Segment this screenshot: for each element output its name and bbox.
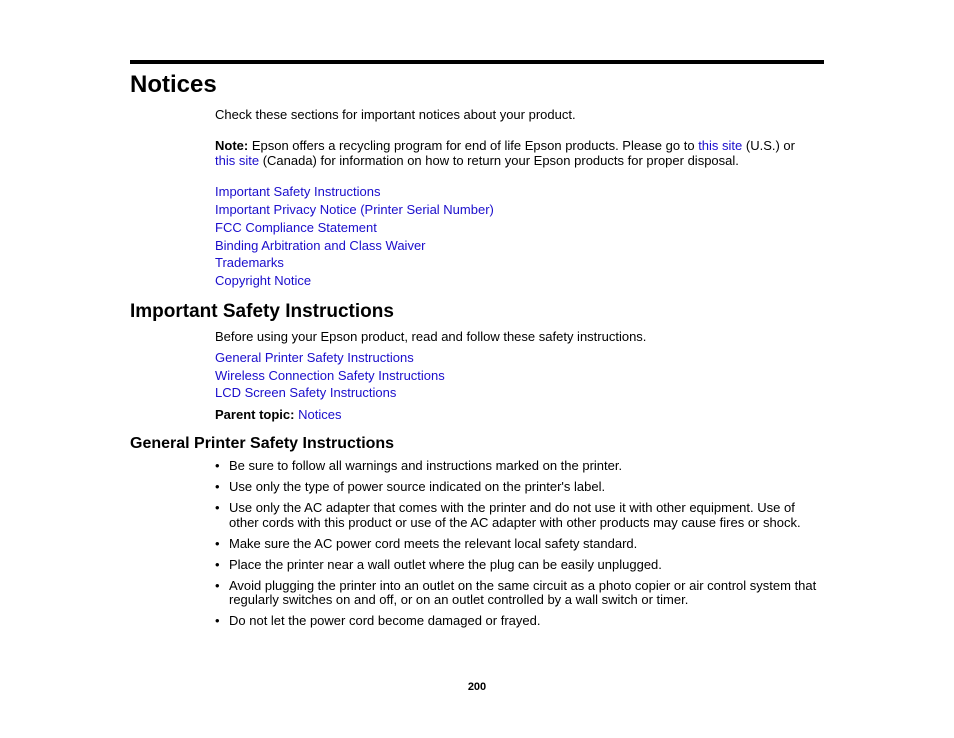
list-item-text: Do not let the power cord become damaged or frayed. [229, 613, 541, 628]
toc-link-safety[interactable]: Important Safety Instructions [215, 184, 381, 199]
list-item-text: Be sure to follow all warnings and instructions marked on the printer. [229, 458, 623, 473]
list-item-text: Use only the type of power source indicated on the printer's label. [229, 479, 606, 494]
note-line-1 [215, 138, 795, 153]
parent-topic-label: Parent topic: [215, 407, 295, 422]
bullet-glyph: • [215, 535, 220, 551]
top-rule [130, 60, 824, 64]
list-item-text: Avoid plugging the printer into an outlet on the same circuit as a photo copier or air control system that regularly switches on and off, or on an outlet controlled by a wall switch or timer. [229, 577, 817, 607]
safety-link-lcd[interactable]: LCD Screen Safety Instructions [215, 385, 397, 400]
toc-link-arbitration[interactable]: Binding Arbitration and Class Waiver [215, 238, 426, 253]
recycling-link-us[interactable]: this site [698, 138, 743, 153]
list-item [215, 480, 825, 495]
bullet-glyph: • [215, 458, 220, 473]
note-text-2: (U.S.) or [742, 138, 795, 153]
note-line-2 [215, 153, 739, 168]
safety-link-general[interactable]: General Printer Safety Instructions [215, 350, 414, 365]
safety-heading: Important Safety Instructions [130, 301, 394, 322]
list-item [215, 501, 825, 530]
intro-text: Check these sections for important notices about your product. [215, 107, 576, 122]
list-item-text: Make sure the AC power cord meets the relevant local safety standard. [229, 535, 638, 551]
list-item [215, 558, 825, 573]
toc-link-trademarks[interactable]: Trademarks [215, 255, 284, 270]
page-title: Notices [130, 71, 217, 98]
bullet-glyph: • [215, 500, 220, 515]
list-item [215, 579, 825, 608]
bullet-glyph: • [215, 556, 220, 572]
list-item-text: Use only the AC adapter that comes with the printer and do not use it with other equipment. Use of other cords with this product or use of the AC adapter with other products may cause fires or shock. [229, 500, 801, 530]
bullet-glyph: • [215, 479, 220, 494]
note-text-1: Epson offers a recycling program for end of life Epson products. Please go to [248, 138, 699, 153]
page-number: 200 [467, 681, 487, 693]
note-label: Note: [215, 138, 249, 153]
note-text-3: (Canada) for information on how to return your Epson products for proper disposal. [259, 153, 739, 168]
general-heading: General Printer Safety Instructions [130, 435, 395, 452]
toc-link-fcc[interactable]: FCC Compliance Statement [215, 220, 377, 235]
bullet-glyph: • [215, 577, 220, 593]
list-item [215, 537, 825, 552]
bullet-glyph: • [215, 613, 220, 628]
safety-link-wireless[interactable]: Wireless Connection Safety Instructions [215, 368, 445, 383]
safety-intro: Before using your Epson product, read and follow these safety instructions. [215, 329, 647, 344]
list-item-text: Place the printer near a wall outlet where the plug can be easily unplugged. [229, 556, 662, 572]
parent-topic [215, 407, 341, 422]
toc-link-copyright[interactable]: Copyright Notice [215, 273, 312, 288]
list-item [215, 614, 825, 629]
recycling-link-canada[interactable]: this site [215, 153, 260, 168]
list-item [215, 459, 825, 474]
parent-topic-link[interactable]: Notices [298, 407, 342, 422]
toc-link-privacy[interactable]: Important Privacy Notice (Printer Serial Number) [215, 202, 494, 217]
general-safety-list [215, 459, 825, 635]
